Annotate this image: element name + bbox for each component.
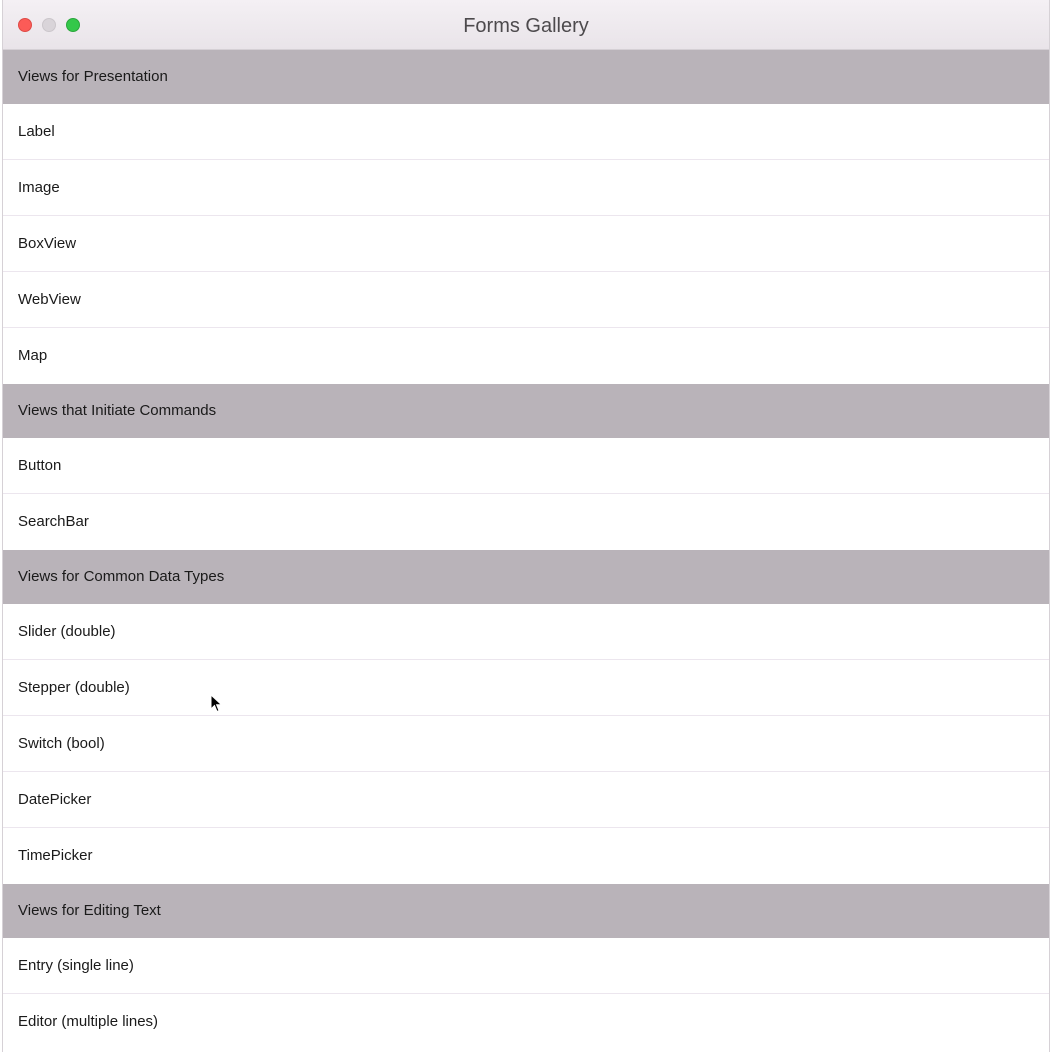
section-header-data-types: Views for Common Data Types <box>3 550 1049 604</box>
title-bar[interactable] <box>3 0 1049 50</box>
list-item-searchbar[interactable]: SearchBar <box>3 494 1049 550</box>
list-item-boxview[interactable]: BoxView <box>3 216 1049 272</box>
gallery-list <box>3 50 1049 1050</box>
mouse-cursor-icon <box>210 694 224 714</box>
section-header-presentation: Views for Presentation <box>3 50 1049 104</box>
list-item-editor[interactable]: Editor (multiple lines) <box>3 994 1049 1050</box>
list-item-stepper[interactable]: Stepper (double) <box>3 660 1049 716</box>
list-item-map[interactable]: Map <box>3 328 1049 384</box>
list-item-datepicker[interactable]: DatePicker <box>3 772 1049 828</box>
list-item-switch[interactable]: Switch (bool) <box>3 716 1049 772</box>
list-item-timepicker[interactable]: TimePicker <box>3 828 1049 884</box>
list-item-webview[interactable]: WebView <box>3 272 1049 328</box>
app-window <box>2 0 1050 1052</box>
window-title: Forms Gallery <box>463 15 589 37</box>
list-item-slider[interactable]: Slider (double) <box>3 604 1049 660</box>
list-item-label[interactable]: Label <box>3 104 1049 160</box>
list-item-image[interactable]: Image <box>3 160 1049 216</box>
list-item-entry[interactable]: Entry (single line) <box>3 938 1049 994</box>
section-header-commands: Views that Initiate Commands <box>3 384 1049 438</box>
list-item-button[interactable]: Button <box>3 438 1049 494</box>
section-header-editing-text: Views for Editing Text <box>3 884 1049 938</box>
